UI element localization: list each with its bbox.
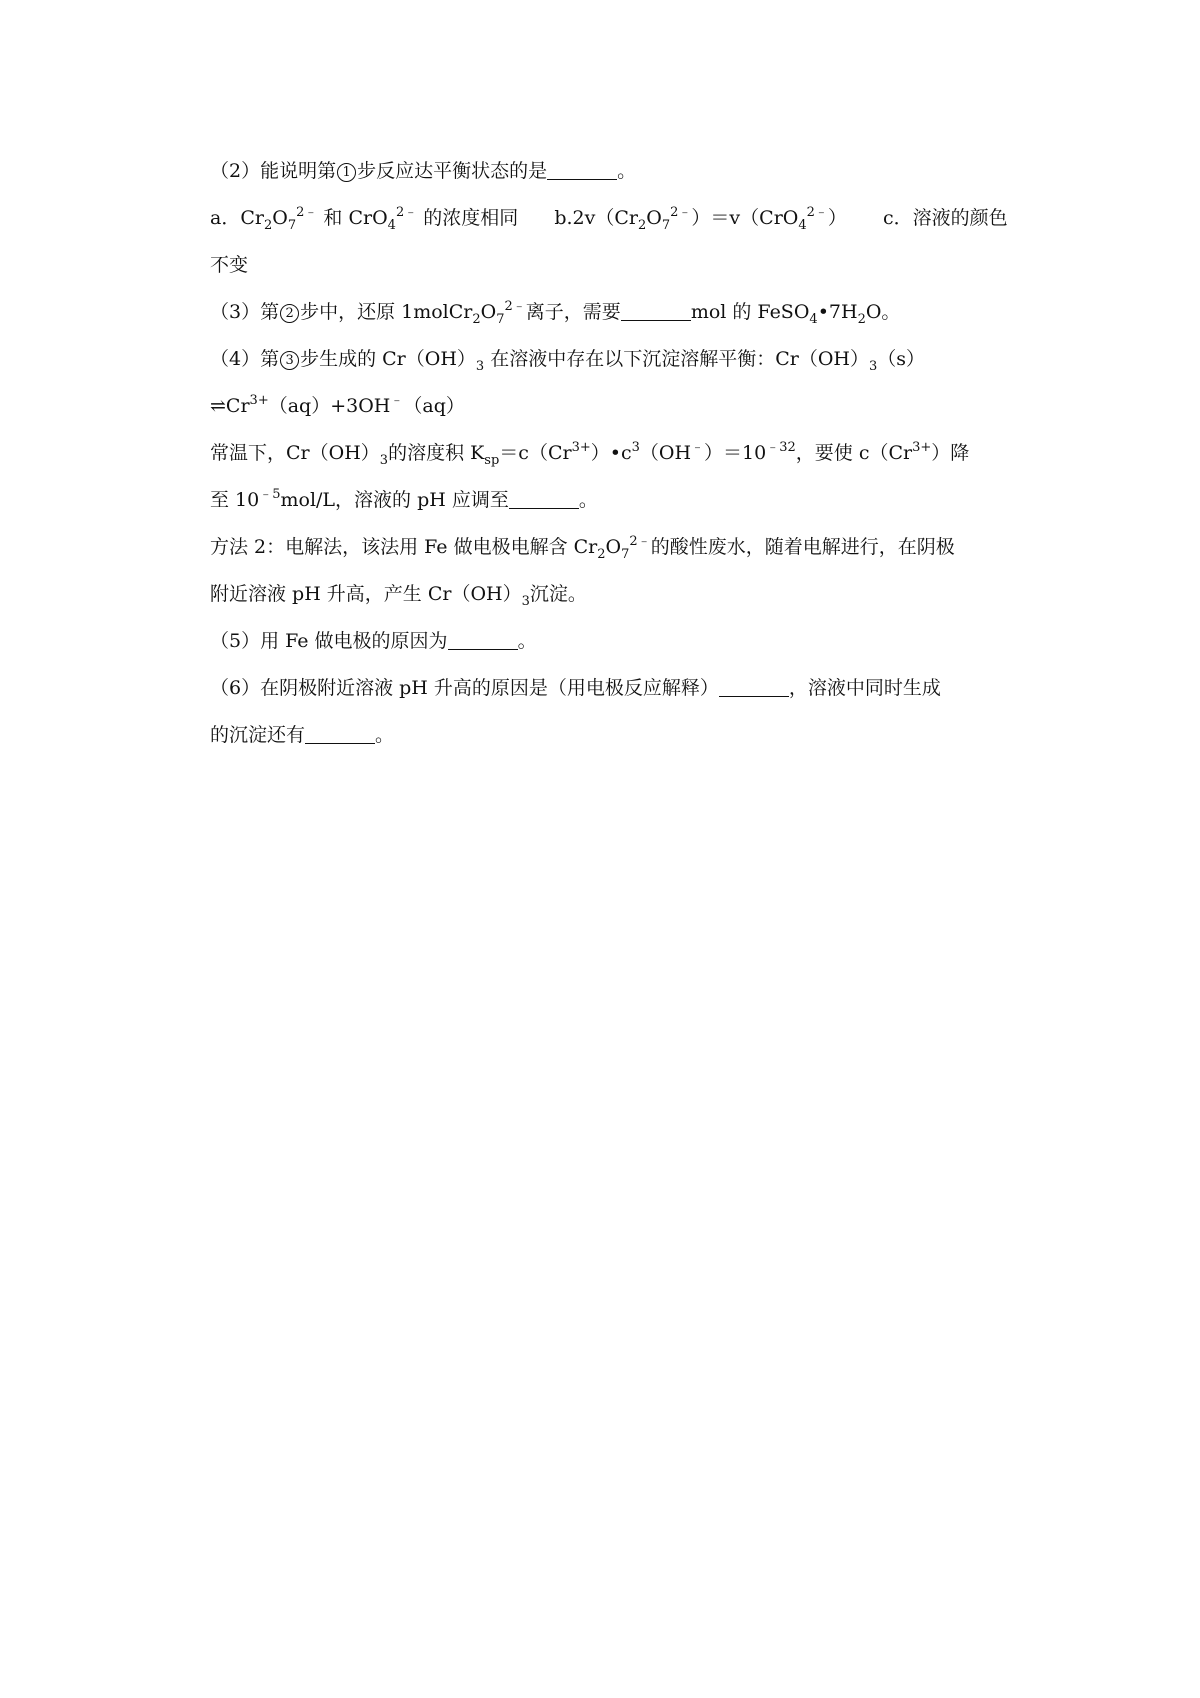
ksp-tail: ，要使 c（Cr xyxy=(795,442,913,464)
q3-end: O。 xyxy=(865,301,901,323)
sup-3plus: 3+ xyxy=(912,440,932,455)
option-b-end: ） xyxy=(827,207,847,229)
sup-minus: ﹣ xyxy=(390,393,404,408)
method2-c: 附近溶液 pH 升高，产生 Cr（OH） xyxy=(210,583,522,605)
option-a-end: 的浓度相同 xyxy=(423,207,519,229)
method2-b: 的酸性废水，随着电解进行，在阴极 xyxy=(650,536,955,558)
step-3-circle: 3 xyxy=(280,351,299,370)
sub-4: 4 xyxy=(387,218,396,233)
sup-charge: 2﹣ xyxy=(296,205,318,220)
option-c-cont: 不变 xyxy=(210,254,249,276)
q5-line xyxy=(210,618,1030,665)
ksp-prefix: 常温下，Cr（OH） xyxy=(210,442,380,464)
sub-2: 2 xyxy=(472,312,481,327)
q2-line xyxy=(210,148,1030,195)
sub-3: 3 xyxy=(475,359,485,374)
sub-3: 3 xyxy=(379,453,389,468)
q4-text3: （s） xyxy=(877,348,926,370)
sub-3: 3 xyxy=(869,359,878,374)
q5-text: （5）用 Fe 做电极的原因为 xyxy=(210,630,448,652)
ksp-c3: ）•c xyxy=(590,442,632,464)
sub-7: 7 xyxy=(621,547,630,562)
sup-charge: 2﹣ xyxy=(395,205,418,220)
method2-line2 xyxy=(210,571,1030,618)
ksp-exp: ﹣32 xyxy=(766,440,796,455)
option-a-mid: 和 CrO xyxy=(323,207,388,229)
sub-7: 7 xyxy=(661,218,671,233)
eq-rest: （aq）+3OH xyxy=(268,395,391,417)
q4-target-line xyxy=(210,477,1030,524)
q3-unit: mol 的 FeSO xyxy=(690,301,810,323)
ksp-mid: 的溶度积 K xyxy=(388,442,485,464)
sup-3plus: 3+ xyxy=(571,440,591,455)
ksp-tail2: ）降 xyxy=(931,442,970,464)
q6-line2-text: 的沉淀还有 xyxy=(210,724,306,746)
q3-line: （3）第 2 步中，还原 $1molCr_2O_7^{2﹣}$离子，需要 mol 的 $FeSO_4•7H_2O$。 xyxy=(210,299,901,327)
q5-answer-blank[interactable] xyxy=(448,629,518,650)
q3-ion: 离子，需要 xyxy=(525,301,621,323)
option-c: c．溶液的颜色 xyxy=(882,207,1008,229)
q6-text: （6）在阴极附近溶液 pH 升高的原因是（用电极反应解释） xyxy=(210,677,719,699)
sub-2: 2 xyxy=(857,312,866,327)
eq-end: （aq） xyxy=(403,395,465,417)
method2-a: 方法 2：电解法，该法用 Fe 做电极电解含 Cr xyxy=(210,536,598,558)
ksp-oh: （OH xyxy=(639,442,692,464)
ksp-eq: ＝c（Cr xyxy=(499,442,572,464)
q6-answer-blank-1[interactable] xyxy=(719,676,789,697)
ksp-val: ）＝10 xyxy=(704,442,767,464)
option-b-mid: ）＝v（CrO xyxy=(691,207,799,229)
q4-end: 。 xyxy=(578,489,598,511)
sup-charge: 2﹣ xyxy=(504,299,526,314)
option-b-prefix: b.2v（Cr xyxy=(554,207,638,229)
sub-7: 7 xyxy=(496,312,505,327)
q6-line2 xyxy=(210,712,1030,759)
q2-options-line: a．$Cr_2O_7^{2﹣}$ 和 CrO$_4^{2﹣}$ 的浓度相同 $b.2v(Cr_2O_7^{2﹣})=v(CrO_4^{2﹣})$ c．溶液的颜色 xyxy=(210,205,1008,233)
q4-line xyxy=(210,336,1030,383)
to-exp: ﹣5 xyxy=(259,487,281,502)
q4-ksp-line xyxy=(210,430,1030,477)
q2-options-cont xyxy=(210,242,1030,289)
sub-2: 2 xyxy=(263,218,273,233)
sup-cube: 3 xyxy=(631,440,640,455)
sub-3: 3 xyxy=(521,594,530,609)
q6-end: 。 xyxy=(375,724,395,746)
q2-suffix: 步反应达平衡状态的是 xyxy=(357,160,548,182)
sup-minus: ﹣ xyxy=(691,440,705,455)
sub-4: 4 xyxy=(798,218,807,233)
sup-charge: 2﹣ xyxy=(629,534,651,549)
q5-end: 。 xyxy=(517,630,537,652)
sub-2: 2 xyxy=(597,547,606,562)
q6-line xyxy=(210,665,1030,712)
q3-answer-blank[interactable] xyxy=(621,300,691,321)
method2-line1: 方法 2：电解法，该法用 Fe 做电极电解含 $Cr_2O_7^{2﹣}$的酸性废水，随着电解进行，在阴极 xyxy=(210,534,955,562)
ksp-sub: sp xyxy=(484,453,500,468)
q2-answer-blank[interactable] xyxy=(547,159,617,180)
q6-mid: ，溶液中同时生成 xyxy=(788,677,941,699)
option-a-prefix: a．Cr xyxy=(210,207,264,229)
q2-prefix: （2）能说明第 xyxy=(210,160,337,182)
q3-prefix: （3）第 xyxy=(210,301,280,323)
q4-prefix: （4）第 xyxy=(210,348,280,370)
sub-2: 2 xyxy=(638,218,647,233)
step-1-circle: 1 xyxy=(337,163,356,182)
q3-mid: 步中，还原 1molCr xyxy=(300,301,473,323)
sub-4: 4 xyxy=(809,312,818,327)
method2-d: 沉淀。 xyxy=(529,583,587,605)
to-mid: mol/L，溶液的 pH 应调至 xyxy=(280,489,509,511)
to-prefix: 至 10 xyxy=(210,489,260,511)
q2-end: 。 xyxy=(617,160,637,182)
q4-answer-blank[interactable] xyxy=(509,488,579,509)
step-2-circle: 2 xyxy=(280,304,299,323)
sub-7: 7 xyxy=(287,218,297,233)
q4-text2: 在溶液中存在以下沉淀溶解平衡：Cr（OH） xyxy=(490,348,870,370)
sup-3plus: 3+ xyxy=(249,393,269,408)
eq-start: ⇌Cr xyxy=(210,395,250,417)
sup-charge: 2﹣ xyxy=(806,205,828,220)
q6-answer-blank-2[interactable] xyxy=(305,723,375,744)
q4-mid: 步生成的 Cr（OH） xyxy=(300,348,476,370)
question-page xyxy=(210,148,1030,759)
q3-h2o: •7H xyxy=(817,301,858,323)
sup-charge: 2﹣ xyxy=(670,205,692,220)
q4-equation xyxy=(210,383,1030,430)
